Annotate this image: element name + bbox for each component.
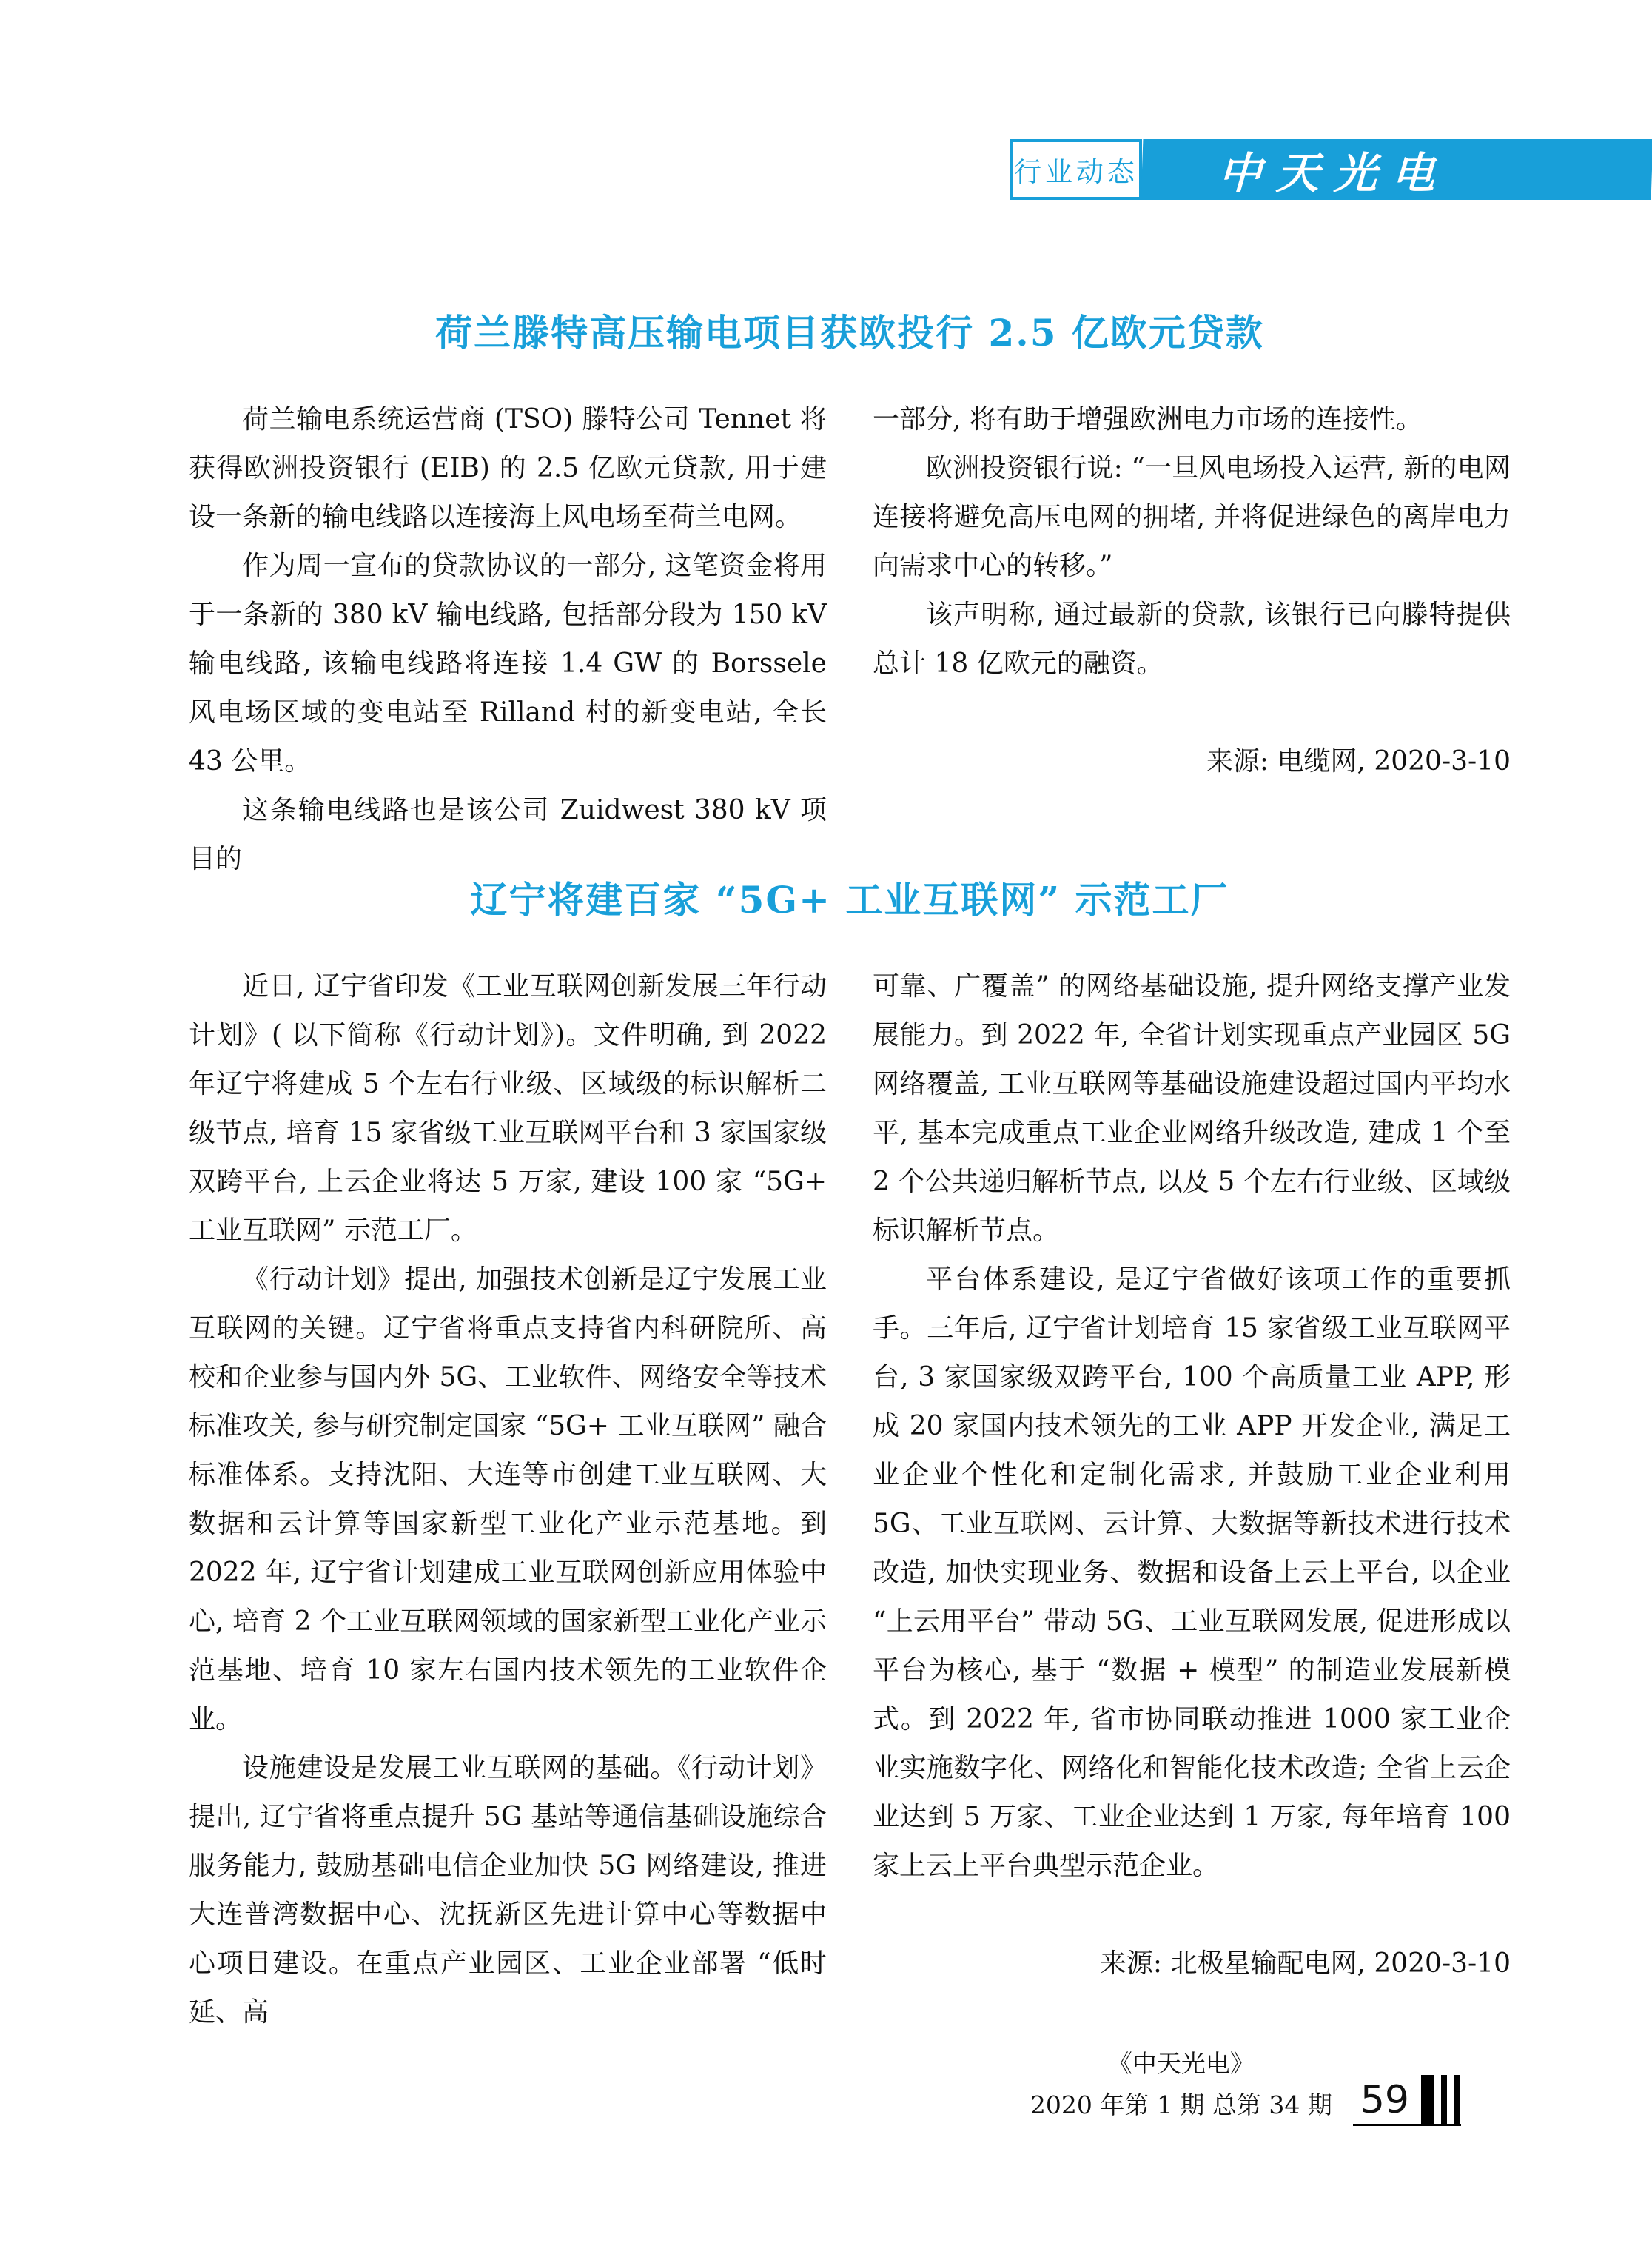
page-header bbox=[1010, 139, 1652, 200]
journal-info bbox=[1030, 2043, 1332, 2126]
paragraph: 作为周一宣布的贷款协议的一部分, 这笔资金将用于一条新的 380 kV 输电线路, 包括部分段为 150 kV 输电线路, 该输电线路将连接 1.4 GW 的 Borssele 风电场区域的变电站至 Rilland 村的新变电站, 全长 43 公里。 bbox=[189, 551, 827, 777]
brand-banner bbox=[1141, 139, 1652, 200]
paragraph: 近日, 辽宁省印发《工业互联网创新发展三年行动计划》( 以下简称《行动计划》)。文件明确, 到 2022 年辽宁将建成 5 个左右行业级、区域级的标识解析二级节点, 培育 15 家省级工业互联网平台和 3 家国家级双跨平台, 上云企业将达 5 万家, 建设 100 家 “5G+ 工业互联网” 示范工厂。 bbox=[189, 971, 827, 1246]
bar-icon bbox=[1441, 2075, 1447, 2124]
page-number-block bbox=[1353, 2075, 1461, 2126]
article-title: 辽宁将建百家 “5G+ 工业互联网” 示范工厂 bbox=[470, 878, 1229, 922]
paragraph: 平台体系建设, 是辽宁省做好该项工作的重要抓手。三年后, 辽宁省计划培育 15 家省级工业互联网平台, 3 家国家级双跨平台, 100 个高质量工业 APP, 形成 20 家国内技术领先的工业 APP 开发企业, 满足工业企业个性化和定制化需求, 并鼓励工业企业利用 5G、工业互联网、云计算、大数据等新技术进行技术改造, 加快实现业务、数据和设备上云上平台, 以企业 “上云用平台” 带动 5G、工业互联网发展, 促进形成以平台为核心, 基于 “数据 + 模型” 的制造业发展新模式。到 2022 年, 省市协同联动推进 1000 家工业企业实施数字化、网络化和智能化技术改造; 全省上云企业达到 5 万家、工业企业达到 1 万家, 每年培育 100 家上云上平台典型示范企业。 bbox=[873, 1264, 1511, 1881]
article-left-column bbox=[189, 962, 827, 2037]
paragraph: 荷兰输电系统运营商 (TSO) 滕特公司 Tennet 将获得欧洲投资银行 (EIB) 的 2.5 亿欧元贷款, 用于建设一条新的输电线路以连接海上风电场至荷兰电网。 bbox=[189, 404, 827, 532]
section-tab bbox=[1010, 139, 1142, 200]
paragraph-continuation: 一部分, 将有助于增强欧洲电力市场的连接性。 bbox=[873, 404, 1423, 435]
paragraph: 该声明称, 通过最新的贷款, 该银行已向滕特提供总计 18 亿欧元的融资。 bbox=[873, 600, 1511, 679]
article-right-column bbox=[873, 395, 1511, 884]
article-columns bbox=[189, 962, 1511, 2037]
page-marker-bars-icon bbox=[1421, 2075, 1460, 2124]
paragraph: 《行动计划》提出, 加强技术创新是辽宁发展工业互联网的关键。辽宁省将重点支持省内科研院所、高校和企业参与国内外 5G、工业软件、网络安全等技术标准攻关, 参与研究制定国家 “5G+ 工业互联网” 融合标准体系。支持沈阳、大连等市创建工业互联网、大数据和云计算等国家新型工业化产业示范基地。到 2022 年, 辽宁省计划建成工业互联网创新应用体验中心, 培育 2 个工业互联网领域的国家新型工业化产业示范基地、培育 10 家左右国内技术领先的工业软件企业。 bbox=[189, 1264, 827, 1734]
page-number: 59 bbox=[1360, 2078, 1409, 2122]
article-columns bbox=[189, 395, 1511, 884]
section-label: 行业动态 bbox=[1014, 156, 1138, 188]
paragraph-continuation: 可靠、广覆盖” 的网络基础设施, 提升网络支撑产业发展能力。到 2022 年, 全省计划实现重点产业园区 5G 网络覆盖, 工业互联网等基础设施建设超过国内平均水平, 基本完成重点工业企业网络升级改造, 建成 1 个至 2 个公共递归解析节点, 以及 5 个左右行业级、区域级标识解析节点。 bbox=[873, 971, 1511, 1246]
paragraph: 这条输电线路也是该公司 Zuidwest 380 kV 项目的 bbox=[189, 795, 827, 874]
paragraph: 设施建设是发展工业互联网的基础。《行动计划》提出, 辽宁省将重点提升 5G 基站等通信基础设施综合服务能力, 鼓励基础电信企业加快 5G 网络建设, 推进大连普湾数据中心、沈抚新区先进计算中心等数据中心项目建设。在重点产业园区、工业企业部署 “低时延、高 bbox=[189, 1753, 827, 2028]
article-right-column bbox=[873, 962, 1511, 2037]
source-line: 来源: 电缆网, 2020-3-10 bbox=[1206, 746, 1511, 777]
journal-issue: 2020 年第 1 期 总第 34 期 bbox=[1030, 2091, 1332, 2119]
article-title: 荷兰滕特高压输电项目获欧投行 2.5 亿欧元贷款 bbox=[435, 311, 1264, 355]
paragraph: 欧洲投资银行说: “一旦风电场投入运营, 新的电网连接将避免高压电网的拥堵, 并将促进绿色的离岸电力向需求中心的转移。” bbox=[873, 453, 1511, 581]
page-footer bbox=[1030, 2043, 1461, 2126]
article-left-column bbox=[189, 395, 827, 884]
bar-icon bbox=[1421, 2075, 1434, 2124]
source-line: 来源: 北极星输配电网, 2020-3-10 bbox=[1099, 1948, 1511, 1979]
article-liaoning-5g bbox=[189, 871, 1511, 2037]
journal-title: 《中天光电》 bbox=[1107, 2049, 1255, 2078]
bar-icon bbox=[1454, 2075, 1460, 2124]
brand-logo-text: 中天光电 bbox=[1218, 148, 1451, 198]
article-tennet-loan bbox=[189, 304, 1511, 884]
